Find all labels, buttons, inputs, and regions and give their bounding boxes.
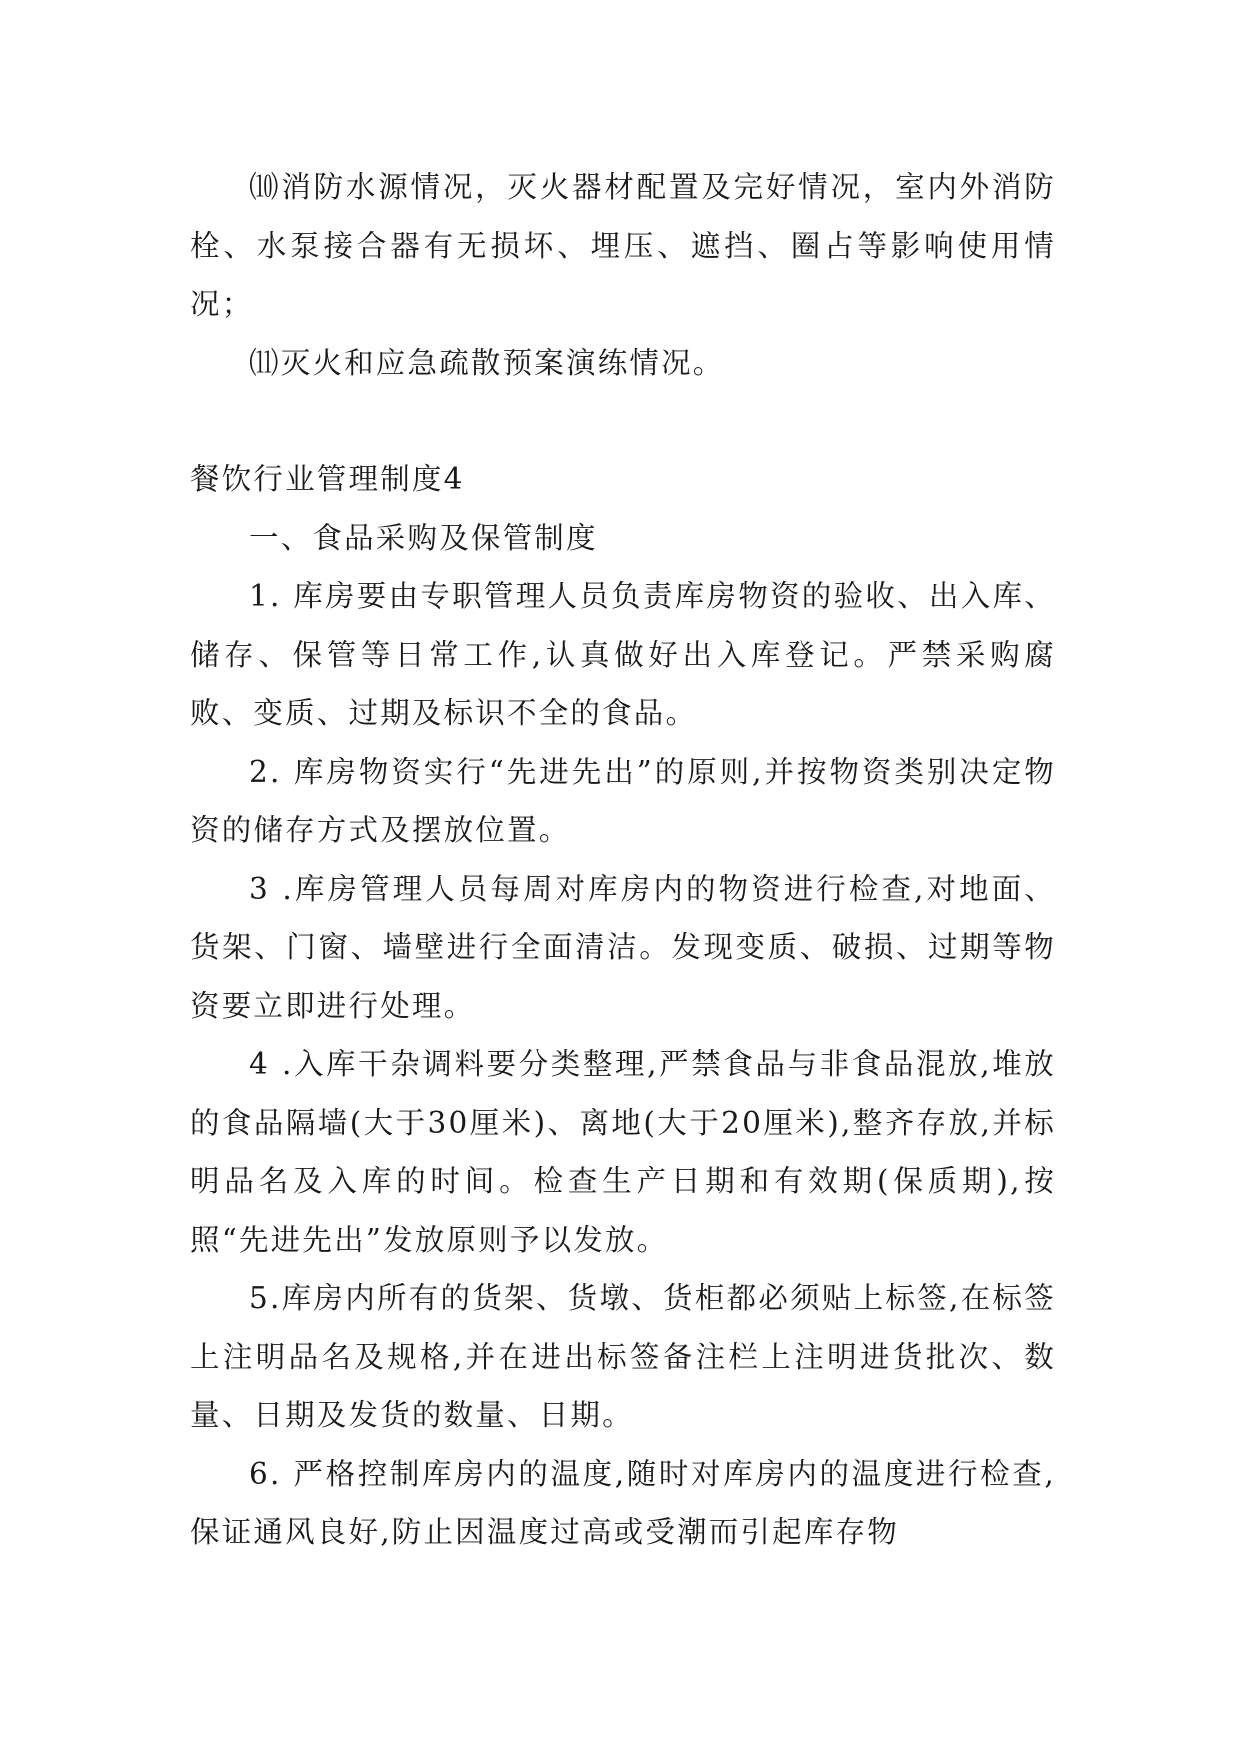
paragraph-rule-1: 1. 库房要由专职管理人员负责库房物资的验收、出入库、储存、保管等日常工作,认真做好出入库登记。严禁采购腐败、变质、过期及标识不全的食品。 — [190, 579, 1056, 730]
paragraph-item-11: ⑾灭火和应急疏散预案演练情况。 — [249, 345, 725, 380]
paragraph-rule-6: 6. 严格控制库房内的温度,随时对库房内的温度进行检查,保证通风良好,防止因温度过高或受潮而引起库存物 — [190, 1456, 1056, 1549]
paragraph-rule-2: 2. 库房物资实行“先进先出”的原则,并按物资类别决定物资的储存方式及摆放位置。 — [190, 754, 1056, 847]
paragraph-rule-3: 3 .库房管理人员每周对库房内的物资进行检查,对地面、货架、门窗、墙壁进行全面清洁。发现变质、破损、过期等物资要立即进行处理。 — [190, 871, 1056, 1023]
document-body — [190, 158, 1056, 1562]
paragraph-rule-4: 4 .入库干杂调料要分类整理,严禁食品与非食品混放,堆放的食品隔墙(大于30厘米)、离地(大于20厘米),整齐存放,并标明品名及入库的时间。检查生产日期和有效期(保质期),按照“先进先出”发放原则予以发放。 — [190, 1047, 1056, 1257]
paragraph-rule-5: 5.库房内所有的货架、货墩、货柜都必须贴上标签,在标签上注明品名及规格,并在进出标签备注栏上注明进货批次、数量、日期及发货的数量、日期。 — [190, 1281, 1056, 1432]
subsection-title: 一、食品采购及保管制度 — [249, 520, 598, 555]
section-title: 餐饮行业管理制度4 — [190, 462, 465, 496]
paragraph-item-10: ⑽消防水源情况，灭火器材配置及完好情况，室内外消防栓、水泵接合器有无损坏、埋压、遮挡、圈占等影响使用情况； — [190, 170, 1056, 321]
